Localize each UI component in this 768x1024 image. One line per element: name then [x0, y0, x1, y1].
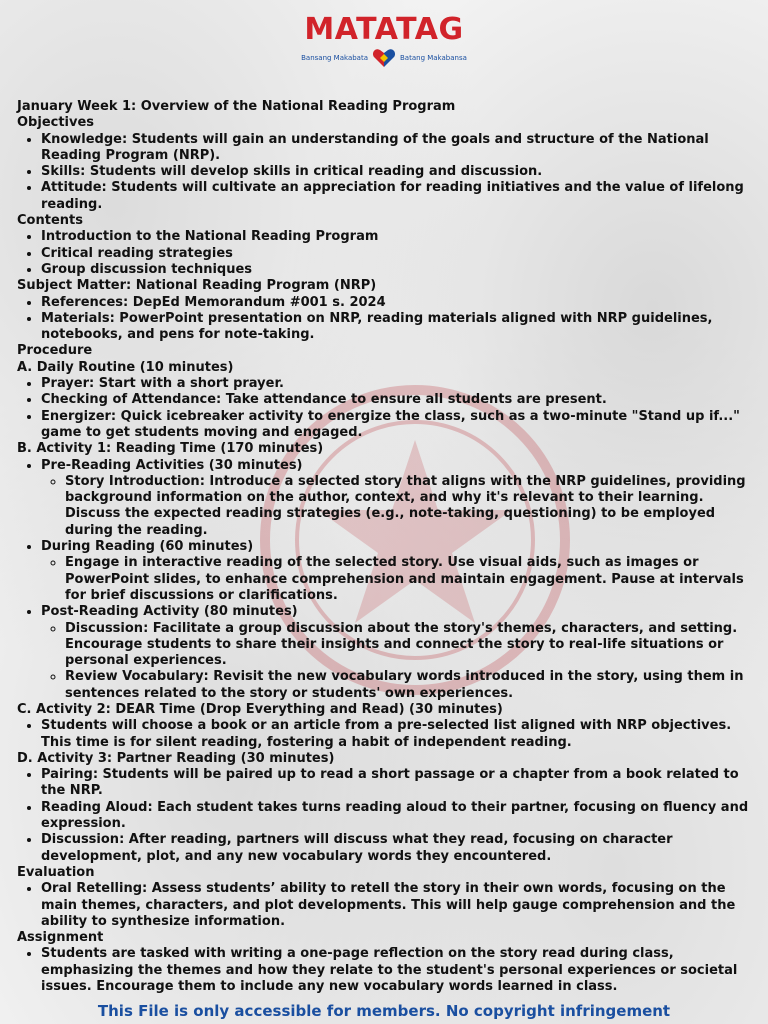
list-item — [41, 604, 757, 702]
logo-text: MATATAG — [304, 12, 464, 47]
list-item: • Oral Retelling: Assess students’ ability to retell the story in their own words, focusing on the main themes, characters, and plot developments. This will help gauge comprehension and the ability to synthesize information. — [41, 881, 757, 930]
list-item: • Pairing: Students will be paired up to read a short passage or a chapter from a book related to the NRP. — [41, 767, 757, 800]
section-d-heading: D. Activity 3: Partner Reading (30 minutes) — [17, 750, 335, 766]
list-item — [41, 539, 757, 604]
procedure-heading: Procedure — [17, 343, 93, 359]
pre-reading-heading: Pre-Reading Activities (30 minutes) — [41, 457, 303, 473]
pre-reading-list — [41, 474, 757, 539]
objectives-list — [17, 132, 757, 213]
during-reading-heading: During Reading (60 minutes) — [41, 539, 254, 555]
list-item: • Students will choose a book or an article from a pre-selected list aligned with NRP objectives. This time is for silent reading, fostering a habit of independent reading. — [41, 718, 757, 751]
section-b-heading: B. Activity 1: Reading Time (170 minutes) — [17, 441, 324, 457]
evaluation-list — [17, 881, 757, 930]
list-item: ◦ Story Introduction: Introduce a selected story that aligns with the NRP guidelines, providing background information on the author, context, and why it's relevant to their learning. Discuss the expected reading strategies (e.g., note-taking, questioning) to be employed during the reading. — [65, 474, 757, 539]
lesson-plan-body — [17, 99, 757, 995]
section-d-list — [17, 767, 757, 865]
list-item: • Reading Aloud: Each student takes turns reading aloud to their partner, focusing on fluency and expression. — [41, 800, 757, 833]
list-item: • Skills: Students will develop skills in critical reading and discussion. — [41, 164, 757, 180]
list-item: • Students are tasked with writing a one-page reflection on the story read during class, emphasizing the themes and how they relate to the student's personal experiences or societal issues. Encourage them to include any new vocabulary words learned in class. — [41, 946, 757, 995]
heart-icon — [372, 48, 396, 68]
matatag-logo — [0, 12, 768, 68]
list-item: • References: DepEd Memorandum #001 s. 2024 — [41, 295, 757, 311]
section-a-heading: A. Daily Routine (10 minutes) — [17, 359, 234, 375]
contents-heading: Contents — [17, 213, 83, 229]
during-reading-list — [41, 555, 757, 604]
list-item: • Discussion: After reading, partners will discuss what they read, focusing on character development, plot, and any new vocabulary words they encountered. — [41, 832, 757, 865]
assignment-list — [17, 946, 757, 995]
section-c-list — [17, 718, 757, 751]
list-item: • Group discussion techniques — [41, 262, 757, 278]
tagline-left: Bansang Makabata — [301, 54, 368, 62]
list-item: • Checking of Attendance: Take attendance to ensure all students are present. — [41, 392, 757, 408]
subject-matter-heading: Subject Matter: National Reading Program (NRP) — [17, 278, 377, 294]
list-item: ◦ Review Vocabulary: Revisit the new vocabulary words introduced in the story, using them in sentences related to the story or students' own experiences. — [65, 669, 757, 702]
post-reading-heading: Post-Reading Activity (80 minutes) — [41, 604, 298, 620]
list-item: • Attitude: Students will cultivate an appreciation for reading initiatives and the value of lifelong reading. — [41, 180, 757, 213]
footer-notice: This File is only accessible for members. No copyright infringement — [97, 1002, 671, 1020]
assignment-heading: Assignment — [17, 930, 104, 946]
contents-list — [17, 229, 757, 278]
section-c-heading: C. Activity 2: DEAR Time (Drop Everything and Read) (30 minutes) — [17, 701, 503, 717]
post-reading-list — [41, 621, 757, 702]
list-item: • Materials: PowerPoint presentation on NRP, reading materials aligned with NRP guidelines, notebooks, and pens for note-taking. — [41, 311, 757, 344]
list-item: • Prayer: Start with a short prayer. — [41, 376, 757, 392]
evaluation-heading: Evaluation — [17, 864, 95, 880]
list-item: • Introduction to the National Reading Program — [41, 229, 757, 245]
tagline-right: Batang Makabansa — [400, 54, 467, 62]
list-item: ◦ Engage in interactive reading of the selected story. Use visual aids, such as images or PowerPoint slides, to enhance comprehension and maintain engagement. Pause at intervals for brief discussions or clarifications. — [65, 555, 757, 604]
list-item — [41, 458, 757, 539]
list-item: • Knowledge: Students will gain an understanding of the goals and structure of the National Reading Program (NRP). — [41, 132, 757, 165]
subject-matter-list — [17, 295, 757, 344]
list-item: ◦ Discussion: Facilitate a group discussion about the story's themes, characters, and setting. Encourage students to share their insights and connect the story to real-life situations or personal experiences. — [65, 621, 757, 670]
logo-tagline — [0, 48, 768, 68]
list-item: • Energizer: Quick icebreaker activity to energize the class, such as a two-minute "Stand up if..." game to get students moving and engaged. — [41, 409, 757, 442]
section-a-list — [17, 376, 757, 441]
doc-title: January Week 1: Overview of the National Reading Program — [17, 99, 456, 114]
objectives-heading: Objectives — [17, 115, 95, 131]
list-item: • Critical reading strategies — [41, 246, 757, 262]
section-b-list — [17, 458, 757, 702]
